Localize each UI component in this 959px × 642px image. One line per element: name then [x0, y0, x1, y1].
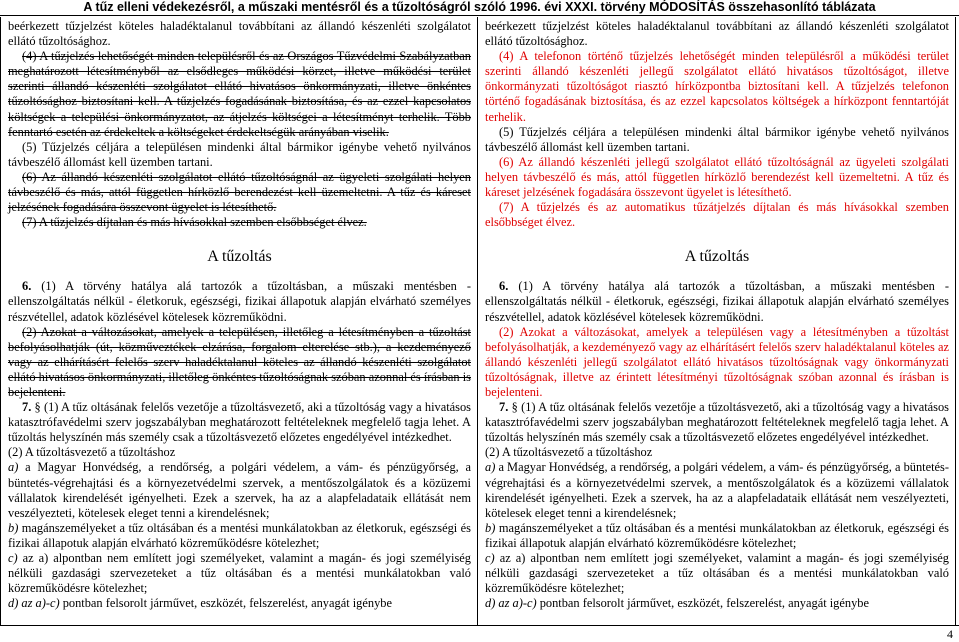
- left-section-6-1: [8, 279, 471, 324]
- right-section-6-2: (2) Azokat a változásokat, amelyek a településen vagy a létesítményben a tűzoltást befolyásolhatják, a kezdeményező vagy az elhárításért felelős szerv haladéktalanul köteles az állandó készenléti jellegű szolgálatot ellátó hivatásos tűzoltóságnak vagy önkormányzati tűzoltóságnak, illetve az érintett létesítményi tűzoltóságnak szóban azonnal és írásban is bejelenteni.: [485, 324, 949, 399]
- page-number: 4: [947, 627, 953, 641]
- left-column-original-text: [0, 17, 478, 625]
- left-paragraph-6: (6) Az állandó készenléti szolgálatot ellátó tűzoltóságnál az ügyeleti szolgálati helyen távbeszélő és más, attól független hírközlő berendezést kell üzemeltetni. A tűz és káreset jelzésének fogadására összevont ügyelet is létesíthető.: [8, 169, 471, 215]
- left-point-a-text: a Magyar Honvédség, a rendőrség, a polgári védelem, a vám- és pénzügyőrség, a büntetés-végrehajtási és a környezetvédelmi szervek, a mentőszolgálatok és a közüzemi vállalatok kirendelését igényelheti. Ezek a szervek, ha az a alapfeladataik ellátását nem veszélyezteti, kötelesek eleget tenni a kirendelésnek;: [8, 460, 471, 520]
- right-section-7-2: (2) A tűzoltásvezető a tűzoltáshoz: [485, 445, 653, 460]
- header-divider: [0, 15, 959, 16]
- document-header: [0, 0, 959, 16]
- right-point-d-text: pontban felsorolt járművet, eszközét, felszerelést, anyagát igénybe: [536, 596, 869, 611]
- right-point-b-text: magánszemélyeket a tűz oltásában és a mentési munkálatokban az életkoruk, egészségi és fizikai állapotuk alapján elvárható közreműködésre kötelezhet;: [485, 520, 949, 550]
- right-point-c-label: c): [485, 551, 495, 565]
- right-paragraph-6: (6) Az állandó készenléti jellegű szolgálatot ellátó tűzoltóságnál az ügyeleti szolgálati helyen távbeszélő és más, attól független hírközlő berendezést kell üzemeltetni. A tűz és káreset jelzésének fogadására összevont ügyelet is létesíthető.: [485, 154, 949, 200]
- right-point-a-text: a Magyar Honvédség, a rendőrség, a polgári védelem, a vám- és pénzügyőrség, a büntetés-végrehajtási és a környezetvédelmi szervek, a mentőszolgálatok és a közüzemi vállalatok kirendelését igényelheti. Ezek a szervek, ha az a alapfeladataik ellátását nem veszélyezteti, kötelesek eleget tenni a kirendelésnek;: [485, 460, 949, 520]
- right-section-7-1: [485, 400, 949, 445]
- right-section-6-1-text: (1) A törvény hatálya alá tartozók a tűzoltásban, a műszaki mentésben - ellenszolgáltatás nélkül - életkoruk, egészségi, fizikai állapotuk alapján elvárható személyes részvétellel, adatok közlésével kötelesek közreműködni.: [485, 279, 949, 324]
- left-section-7-2-c: [8, 551, 471, 596]
- right-paragraph-7: (7) A tűzjelzés és az automatikus tűzátjelzés díjtalan és más hívásokkal szemben elsőbbséget élvez.: [485, 200, 949, 230]
- left-point-b-text: magánszemélyeket a tűz oltásában és a mentési munkálatokban az életkoruk, egészségi és fizikai állapotuk alapján elvárható közreműködésre kötelezhet;: [8, 520, 471, 550]
- right-section-6-number: 6.: [499, 279, 509, 294]
- left-section-7-number: 7.: [22, 400, 32, 415]
- left-point-d-label: d) az a)-c): [8, 596, 60, 611]
- left-section-7-2-a: [8, 460, 471, 520]
- table-bottom-border: [0, 625, 959, 626]
- left-paragraph-5: (5) Tűzjelzés céljára a településen mindenki által bármikor igénybe vehető nyilvános távbeszélő állomást kell üzemben tartani.: [8, 139, 471, 169]
- right-column-amended-text: [478, 17, 956, 625]
- left-section-6-2: (2) Azokat a változásokat, amelyek a településen, illetőleg a létesítményben a tűzoltást befolyásolhatják (út, közműveztékek elzárása, forgalom elterelése stb.), a kezdeményező vagy az elhárításért felelős szerv haladéktalanul köteles az állandó készenléti szolgálatot ellátó hivatásos önkormányzati, illetőleg önkéntes tűzoltóságnak szóban azonnal és írásban is bejelenteni.: [8, 324, 471, 399]
- right-paragraph-4: (4) A telefonon történő tűzjelzés lehetőségét minden településről a működési terület szerinti állandó készenléti jellegű szolgálatot ellátó hivatásos tűzoltóságot, illetve önkormányzati tűzoltóságot riasztó hírközpontba biztosítani kell. A tűzjelzés telefonon történő fogadásának biztosítása, és az ezzel kapcsolatos költségek a hírközpont fenntartóját terhelik.: [485, 49, 949, 124]
- right-point-d-label: d) az a)-c): [485, 596, 537, 611]
- left-point-a-label: a): [8, 460, 19, 475]
- left-section-7-2-b: [8, 521, 471, 551]
- right-section-6-1: [485, 279, 949, 324]
- left-point-c-label: c): [8, 551, 18, 565]
- right-point-b-label: b): [485, 520, 496, 535]
- left-point-c-text: az a) alpontban nem említett jogi személyeket, valamint a magán- és jogi személyiség nélküli gazdasági szervezeteket a tűz oltásában és a mentési munkálatokban való közreműködésre kötelezhet;: [8, 551, 471, 596]
- right-section-7-2-c: [485, 551, 949, 596]
- left-section-6-1-text: (1) A törvény hatálya alá tartozók a tűzoltásban, a műszaki mentésben - ellenszolgáltatás nélkül - életkoruk, egészségi, fizikai állapotuk alapján elvárható személyes részvétellel, adatok közlésével kötelesek közreműködni.: [8, 279, 471, 324]
- left-point-b-label: b): [8, 520, 19, 535]
- left-paragraph-4: (4) A tűzjelzés lehetőségét minden településről és az Országos Tűzvédelmi Szabályzatban meghatározott létesítményből az elsődleges működési körzet, illetve működési terület szerinti állandó készenléti szolgálatot ellátó hivatásos önkormányzati, illetve önkéntes tűzoltósághoz biztosítani kell. A tűzjelzés fogadásának biztosítása, és az ezzel kapcsolatos költségek a települési önkormányzatot, az átjelzés költségei a létesítményt terhelik. Több fenntartó esetén az érdekeltek a költségeket érdekeltségük arányában viselik.: [8, 49, 471, 139]
- right-section-7-2-a: [485, 460, 949, 520]
- left-section-6-number: 6.: [22, 279, 32, 294]
- left-point-d-text: pontban felsorolt járművet, eszközét, felszerelést, anyagát igénybe: [59, 596, 392, 611]
- right-point-a-label: a): [485, 460, 496, 475]
- right-section-7-2-b: [485, 521, 949, 551]
- left-paragraph-7: (7) A tűzjelzés díjtalan és más hívásokkal szemben elsőbbséget élvez.: [22, 215, 367, 230]
- right-section-7-2-d: [485, 596, 949, 611]
- document-title: A tűz elleni védekezésről, a műszaki mentésről és a tűzoltóságról szóló 1996. évi XXXI. törvény MÓDOSÍTÁS összehasonlító táblázata: [83, 0, 876, 14]
- right-point-c-text: az a) alpontban nem említett jogi személyeket, valamint a magán- és jogi személyiség nélküli gazdasági szervezeteket a tűz oltásában és a mentési munkálatokban való közreműködésre kötelezhet;: [485, 551, 949, 596]
- left-paragraph-intro: beérkezett tűzjelzést köteles haladéktalanul továbbítani az állandó készenléti szolgálatot ellátó tűzoltósághoz.: [8, 19, 471, 49]
- left-section-7-2: (2) A tűzoltásvezető a tűzoltáshoz: [8, 445, 176, 460]
- right-section-7-1-text: § (1) A tűz oltásának felelős vezetője a tűzoltásvezető, aki a tűzoltóság vagy a hivatásos katasztrófavédelmi szerv jogszabályban meghatározott feltételeknek megfelelő tagja lehet. A tűzoltás helyszínén más személy csak a tűzoltásvezető előzetes engedélyével intézkedhet.: [485, 400, 949, 445]
- right-section-7-number: 7.: [499, 400, 509, 415]
- right-paragraph-intro: beérkezett tűzjelzést köteles haladéktalanul továbbítani az állandó készenléti szolgálatot ellátó tűzoltósághoz.: [485, 19, 949, 49]
- left-section-7-2-d: [8, 596, 471, 611]
- right-paragraph-5: (5) Tűzjelzés céljára a településen mindenki által bármikor igénybe vehető nyilvános távbeszélő állomást kell üzemben tartani.: [485, 124, 949, 154]
- left-section-title: A tűzoltás: [207, 248, 272, 266]
- left-section-7-1-text: § (1) A tűz oltásának felelős vezetője a tűzoltásvezető, aki a tűzoltóság vagy a hivatásos katasztrófavédelmi szerv jogszabályban meghatározott feltételeknek megfelelő tagja lehet. A tűzoltás helyszínén más személy csak a tűzoltásvezető előzetes engedélyével intézkedhet.: [8, 400, 471, 445]
- right-section-title: A tűzoltás: [684, 248, 750, 266]
- left-section-7-1: [8, 400, 471, 445]
